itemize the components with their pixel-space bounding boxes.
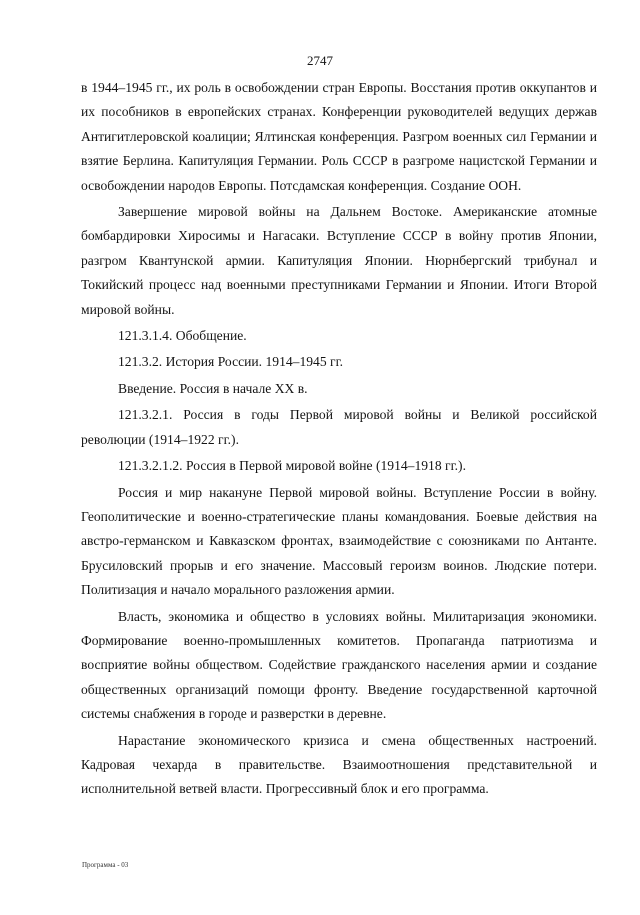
section-heading-history-russia: 121.3.2. История России. 1914–1945 гг. <box>118 354 344 370</box>
page-number: 2747 <box>307 53 333 68</box>
section-heading-russia-ww1: 121.3.2.1.2. Россия в Первой мировой войне (1914–1918 гг.). <box>118 458 466 474</box>
footer-label: Программа - 03 <box>82 861 129 869</box>
document-body <box>81 76 597 802</box>
section-heading-russia-war-revolution: 121.3.2.1. Россия в годы Первой мировой войны и Великой российской революции (1914–1922 гг.). <box>81 407 597 447</box>
paragraph-5: Нарастание экономического кризиса и смена общественных настроений. Кадровая чехарда в правительстве. Взаимоотношения представительной и исполнительной ветвей власти. Прогрессивный блок и его программа. <box>81 732 597 797</box>
paragraph-2: Завершение мировой войны на Дальнем Востоке. Американские атомные бомбардировки Хиросимы и Нагасаки. Вступление СССР в войну против Японии, разгром Квантунской армии. Капитуляция Японии. Нюрнбергский трибунал и Токийский процесс над военными преступниками Германии и Японии. Итоги Второй мировой войны. <box>81 204 597 317</box>
paragraph-1: в 1944–1945 гг., их роль в освобождении стран Европы. Восстания против оккупантов и их пособников в европейских странах. Конференции руководителей ведущих держав Антигитлеровской коалиции; Ялтинская конференция. Разгром военных сил Германии и взятие Берлина. Капитуляция Германии. Роль СССР в разгроме нацистской Германии и освобождении народов Европы. Потсдамская конференция. Создание ООН. <box>81 80 597 193</box>
section-heading-introduction: Введение. Россия в начале XX в. <box>118 380 308 396</box>
paragraph-4: Власть, экономика и общество в условиях войны. Милитаризация экономики. Формирование военно-промышленных комитетов. Пропаганда патриотизма и восприятие войны обществом. Содействие гражданского населения армии и создание общественных организаций помощи фронту. Введение государственной карточной системы снабжения в городе и разверстки в деревне. <box>81 608 597 722</box>
paragraph-3: Россия и мир накануне Первой мировой войны. Вступление России в войну. Геополитические и военно-стратегические планы командования. Боевые действия на австро-германском и Кавказском фронтах, взаимодействие с союзниками по Антанте. Брусиловский прорыв и его значение. Массовый героизм воинов. Людские потери. Политизация и начало морального разложения армии. <box>81 484 597 598</box>
section-heading-generalization: 121.3.1.4. Обобщение. <box>118 328 247 344</box>
